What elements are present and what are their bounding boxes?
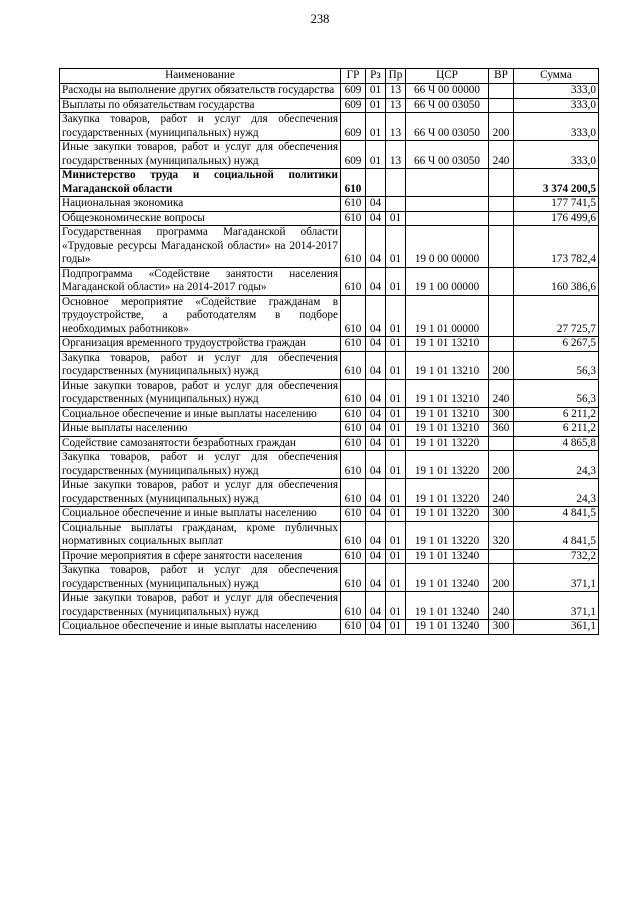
cell-vr — [489, 295, 514, 337]
cell-rz: 04 — [366, 197, 386, 212]
cell-sum: 361,1 — [514, 620, 599, 635]
cell-name: Иные выплаты населению — [60, 422, 341, 437]
cell-sum: 24,3 — [514, 451, 599, 479]
header-vr: ВР — [489, 69, 514, 84]
table-row — [60, 507, 599, 522]
cell-sum: 4 865,8 — [514, 436, 599, 451]
cell-gr: 610 — [341, 507, 366, 522]
cell-sum: 3 374 200,5 — [514, 169, 599, 197]
budget-table — [59, 68, 599, 635]
cell-csr: 19 1 01 13220 — [406, 479, 489, 507]
cell-csr — [406, 197, 489, 212]
cell-gr: 610 — [341, 337, 366, 352]
cell-pr: 01 — [386, 211, 406, 226]
cell-csr: 19 1 01 13240 — [406, 620, 489, 635]
cell-name: Прочие мероприятия в сфере занятости населения — [60, 549, 341, 564]
cell-rz: 04 — [366, 451, 386, 479]
page-number: 238 — [310, 12, 330, 26]
table-row — [60, 197, 599, 212]
cell-sum: 333,0 — [514, 98, 599, 113]
cell-rz: 04 — [366, 564, 386, 592]
cell-gr: 610 — [341, 226, 366, 268]
table-row — [60, 620, 599, 635]
cell-rz: 04 — [366, 351, 386, 379]
cell-rz: 04 — [366, 295, 386, 337]
cell-sum: 4 841,5 — [514, 521, 599, 549]
cell-gr: 610 — [341, 197, 366, 212]
cell-name: Социальное обеспечение и иные выплаты населению — [60, 507, 341, 522]
cell-rz: 01 — [366, 98, 386, 113]
cell-vr: 300 — [489, 407, 514, 422]
cell-vr: 320 — [489, 521, 514, 549]
cell-name: Основное мероприятие «Содействие гражданам в трудоустройстве, а работодателям в подборе необходимых работников» — [60, 295, 341, 337]
cell-rz: 04 — [366, 226, 386, 268]
cell-sum: 56,3 — [514, 351, 599, 379]
cell-csr: 66 Ч 00 03050 — [406, 113, 489, 141]
cell-rz — [366, 169, 386, 197]
cell-sum: 160 386,6 — [514, 267, 599, 295]
cell-rz: 04 — [366, 337, 386, 352]
cell-name: Иные закупки товаров, работ и услуг для обеспечения государственных (муниципальных) нужд — [60, 479, 341, 507]
cell-sum: 173 782,4 — [514, 226, 599, 268]
cell-sum: 56,3 — [514, 379, 599, 407]
table-row — [60, 267, 599, 295]
header-pr: Пр — [386, 69, 406, 84]
cell-name: Национальная экономика — [60, 197, 341, 212]
cell-pr: 13 — [386, 98, 406, 113]
table-row — [60, 169, 599, 197]
cell-gr: 610 — [341, 169, 366, 197]
cell-csr — [406, 211, 489, 226]
cell-gr: 610 — [341, 422, 366, 437]
cell-csr: 66 Ч 00 00000 — [406, 84, 489, 99]
cell-pr: 01 — [386, 549, 406, 564]
cell-name: Государственная программа Магаданской области «Трудовые ресурсы Магаданской области» на 2014-2017 годы» — [60, 226, 341, 268]
header-sum: Сумма — [514, 69, 599, 84]
cell-rz: 01 — [366, 141, 386, 169]
table-row — [60, 98, 599, 113]
cell-gr: 610 — [341, 379, 366, 407]
cell-pr: 01 — [386, 507, 406, 522]
cell-rz: 04 — [366, 436, 386, 451]
cell-pr: 01 — [386, 337, 406, 352]
cell-sum: 333,0 — [514, 141, 599, 169]
cell-pr: 01 — [386, 479, 406, 507]
cell-rz: 04 — [366, 479, 386, 507]
cell-csr: 19 1 01 13240 — [406, 549, 489, 564]
table-row — [60, 479, 599, 507]
cell-name: Социальные выплаты гражданам, кроме публичных нормативных социальных выплат — [60, 521, 341, 549]
table-row — [60, 337, 599, 352]
cell-vr — [489, 549, 514, 564]
cell-gr: 610 — [341, 351, 366, 379]
cell-sum: 333,0 — [514, 113, 599, 141]
cell-gr: 610 — [341, 451, 366, 479]
cell-rz: 04 — [366, 407, 386, 422]
cell-sum: 176 499,6 — [514, 211, 599, 226]
table-row — [60, 113, 599, 141]
cell-name: Иные закупки товаров, работ и услуг для обеспечения государственных (муниципальных) нужд — [60, 141, 341, 169]
cell-vr — [489, 169, 514, 197]
table-body — [60, 84, 599, 635]
cell-vr — [489, 436, 514, 451]
cell-csr — [406, 169, 489, 197]
cell-rz: 04 — [366, 521, 386, 549]
cell-name: Организация временного трудоустройства граждан — [60, 337, 341, 352]
cell-csr: 66 Ч 00 03050 — [406, 141, 489, 169]
cell-vr: 200 — [489, 451, 514, 479]
cell-vr — [489, 267, 514, 295]
cell-gr: 610 — [341, 479, 366, 507]
cell-vr — [489, 197, 514, 212]
cell-name: Подпрограмма «Содействие занятости населения Магаданской области» на 2014-2017 годы» — [60, 267, 341, 295]
cell-sum: 27 725,7 — [514, 295, 599, 337]
cell-name: Социальное обеспечение и иные выплаты населению — [60, 620, 341, 635]
cell-name: Иные закупки товаров, работ и услуг для обеспечения государственных (муниципальных) нужд — [60, 592, 341, 620]
cell-vr: 200 — [489, 564, 514, 592]
cell-csr: 19 1 01 13220 — [406, 521, 489, 549]
cell-csr: 19 1 01 13210 — [406, 422, 489, 437]
cell-rz: 04 — [366, 379, 386, 407]
table-row — [60, 436, 599, 451]
cell-vr: 240 — [489, 379, 514, 407]
cell-name: Закупка товаров, работ и услуг для обеспечения государственных (муниципальных) нужд — [60, 351, 341, 379]
cell-vr — [489, 98, 514, 113]
cell-gr: 610 — [341, 564, 366, 592]
cell-rz: 04 — [366, 592, 386, 620]
table-row — [60, 379, 599, 407]
cell-vr: 200 — [489, 351, 514, 379]
cell-pr: 01 — [386, 592, 406, 620]
cell-rz: 04 — [366, 620, 386, 635]
cell-rz: 04 — [366, 507, 386, 522]
table-row — [60, 451, 599, 479]
cell-name: Закупка товаров, работ и услуг для обеспечения государственных (муниципальных) нужд — [60, 113, 341, 141]
cell-name: Иные закупки товаров, работ и услуг для обеспечения государственных (муниципальных) нужд — [60, 379, 341, 407]
cell-pr: 01 — [386, 521, 406, 549]
header-name: Наименование — [60, 69, 341, 84]
cell-rz: 01 — [366, 84, 386, 99]
cell-csr: 19 1 01 13220 — [406, 436, 489, 451]
cell-sum: 333,0 — [514, 84, 599, 99]
cell-sum: 371,1 — [514, 564, 599, 592]
cell-sum: 6 267,5 — [514, 337, 599, 352]
cell-gr: 610 — [341, 549, 366, 564]
cell-gr: 610 — [341, 620, 366, 635]
cell-sum: 6 211,2 — [514, 422, 599, 437]
cell-csr: 19 1 01 13210 — [406, 379, 489, 407]
cell-pr: 13 — [386, 113, 406, 141]
cell-vr: 240 — [489, 141, 514, 169]
cell-gr: 610 — [341, 436, 366, 451]
cell-vr — [489, 337, 514, 352]
cell-gr: 610 — [341, 521, 366, 549]
cell-vr: 240 — [489, 479, 514, 507]
cell-pr: 01 — [386, 564, 406, 592]
table-row — [60, 84, 599, 99]
cell-vr — [489, 84, 514, 99]
cell-rz: 01 — [366, 113, 386, 141]
cell-name: Министерство труда и социальной политики Магаданской области — [60, 169, 341, 197]
table-row — [60, 564, 599, 592]
cell-gr: 610 — [341, 295, 366, 337]
header-rz: Рз — [366, 69, 386, 84]
cell-rz: 04 — [366, 211, 386, 226]
cell-pr: 01 — [386, 620, 406, 635]
cell-vr: 360 — [489, 422, 514, 437]
cell-rz: 04 — [366, 422, 386, 437]
cell-pr: 01 — [386, 226, 406, 268]
table-row — [60, 407, 599, 422]
cell-sum: 4 841,5 — [514, 507, 599, 522]
table-row — [60, 549, 599, 564]
cell-name: Закупка товаров, работ и услуг для обеспечения государственных (муниципальных) нужд — [60, 564, 341, 592]
cell-vr: 300 — [489, 620, 514, 635]
cell-pr: 01 — [386, 436, 406, 451]
table-row — [60, 351, 599, 379]
cell-gr: 610 — [341, 407, 366, 422]
cell-vr: 200 — [489, 113, 514, 141]
cell-sum: 24,3 — [514, 479, 599, 507]
table-row — [60, 521, 599, 549]
cell-csr: 66 Ч 00 03050 — [406, 98, 489, 113]
cell-sum: 6 211,2 — [514, 407, 599, 422]
cell-pr: 01 — [386, 379, 406, 407]
cell-gr: 609 — [341, 113, 366, 141]
cell-csr: 19 1 01 13210 — [406, 351, 489, 379]
cell-csr: 19 1 01 13210 — [406, 407, 489, 422]
cell-rz: 04 — [366, 267, 386, 295]
cell-csr: 19 1 01 13220 — [406, 507, 489, 522]
cell-pr: 01 — [386, 351, 406, 379]
cell-csr: 19 1 01 13220 — [406, 451, 489, 479]
cell-sum: 732,2 — [514, 549, 599, 564]
cell-name: Содействие самозанятости безработных граждан — [60, 436, 341, 451]
cell-gr: 610 — [341, 592, 366, 620]
cell-vr: 300 — [489, 507, 514, 522]
cell-pr: 01 — [386, 407, 406, 422]
cell-pr: 01 — [386, 451, 406, 479]
cell-name: Закупка товаров, работ и услуг для обеспечения государственных (муниципальных) нужд — [60, 451, 341, 479]
table-row — [60, 141, 599, 169]
cell-vr — [489, 211, 514, 226]
cell-csr: 19 0 00 00000 — [406, 226, 489, 268]
cell-vr: 240 — [489, 592, 514, 620]
cell-name: Социальное обеспечение и иные выплаты населению — [60, 407, 341, 422]
cell-rz: 04 — [366, 549, 386, 564]
cell-vr — [489, 226, 514, 268]
cell-pr: 13 — [386, 84, 406, 99]
table-row — [60, 295, 599, 337]
cell-name: Выплаты по обязательствам государства — [60, 98, 341, 113]
cell-sum: 177 741,5 — [514, 197, 599, 212]
header-csr: ЦСР — [406, 69, 489, 84]
cell-gr: 609 — [341, 84, 366, 99]
cell-csr: 19 1 01 13210 — [406, 337, 489, 352]
cell-csr: 19 1 01 00000 — [406, 295, 489, 337]
cell-pr: 01 — [386, 295, 406, 337]
cell-pr: 01 — [386, 422, 406, 437]
table-row — [60, 592, 599, 620]
cell-pr: 13 — [386, 141, 406, 169]
header-gr: ГР — [341, 69, 366, 84]
cell-csr: 19 1 01 13240 — [406, 592, 489, 620]
cell-pr — [386, 169, 406, 197]
table-row — [60, 226, 599, 268]
cell-pr: 01 — [386, 267, 406, 295]
table-header-row — [60, 69, 599, 84]
cell-sum: 371,1 — [514, 592, 599, 620]
cell-name: Общеэкономические вопросы — [60, 211, 341, 226]
cell-gr: 610 — [341, 211, 366, 226]
cell-csr: 19 1 00 00000 — [406, 267, 489, 295]
cell-gr: 609 — [341, 98, 366, 113]
cell-name: Расходы на выполнение других обязательств государства — [60, 84, 341, 99]
cell-csr: 19 1 01 13240 — [406, 564, 489, 592]
table-row — [60, 422, 599, 437]
cell-gr: 610 — [341, 267, 366, 295]
cell-gr: 609 — [341, 141, 366, 169]
table-row — [60, 211, 599, 226]
cell-pr — [386, 197, 406, 212]
